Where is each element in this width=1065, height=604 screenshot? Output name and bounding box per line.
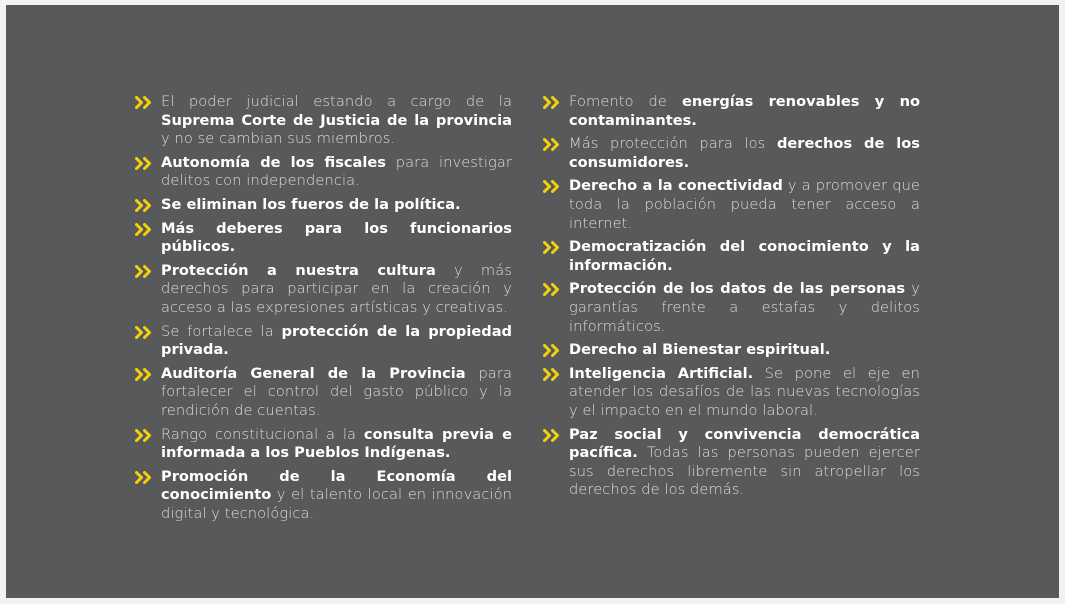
bold-text: protección de la propiedad privada. <box>161 322 512 359</box>
bold-text: energías renovables y no contaminantes. <box>569 93 920 129</box>
bold-text: Protección a nuestra cultura <box>161 261 436 279</box>
regular-text: Rango constitucional a la <box>161 425 364 443</box>
bold-text: Auditoría General de la Provincia <box>161 364 466 382</box>
item-text <box>161 426 512 462</box>
bold-text: Protección de los datos de las personas <box>569 280 906 298</box>
list-item <box>134 196 512 215</box>
item-text <box>161 196 461 213</box>
item-text <box>161 365 512 419</box>
list-item <box>134 220 512 257</box>
bold-text: consulta previa e informada a los Pueblos Indígenas. <box>161 425 512 462</box>
list-item <box>134 468 512 524</box>
list-item <box>542 341 920 360</box>
bold-text: Promoción de la Economía del conocimiento <box>161 467 512 504</box>
item-text <box>161 262 512 316</box>
list-item <box>134 426 512 463</box>
list-item <box>542 280 920 336</box>
list-item <box>542 238 920 275</box>
bold-text: Se eliminan los fueros de la política. <box>161 195 461 213</box>
list-item <box>134 154 512 191</box>
regular-text: y más derechos para participar en la creación y acceso a las expresiones artísticas y creativas. <box>161 261 512 316</box>
item-text <box>569 426 920 499</box>
regular-text: y no se cambian sus miembros. <box>161 130 396 148</box>
item-text <box>569 280 920 334</box>
list-item <box>542 426 920 500</box>
regular-text: para investigar delitos con independencia. <box>161 153 512 190</box>
bold-text: Más deberes para los funcionarios públicos. <box>161 219 512 256</box>
item-text <box>161 220 512 256</box>
regular-text: Todas las personas pueden ejercer sus derechos libremente sin atropellar los derechos de los demás. <box>569 444 920 499</box>
bold-text: Derecho al Bienestar espiritual. <box>569 341 831 359</box>
regular-text: Más protección para los <box>569 135 777 153</box>
list-item <box>542 135 920 172</box>
regular-text: y el talento local en innovación digital y tecnológica. <box>161 486 512 522</box>
list-item <box>134 365 512 421</box>
content-panel <box>6 5 1059 598</box>
bold-text: derechos de los consumidores. <box>569 135 920 171</box>
bold-text: Paz social y convivencia democrática pacífica. <box>569 425 920 462</box>
left-column <box>134 93 512 528</box>
list-item <box>542 177 920 233</box>
list-item <box>134 262 512 318</box>
item-text <box>161 154 512 190</box>
regular-text: El poder judicial estando a cargo de la <box>161 93 512 110</box>
list-item <box>134 93 512 149</box>
bold-text: Democratización del conocimiento y la información. <box>569 238 920 274</box>
item-text <box>161 468 512 522</box>
regular-text: para fortalecer el control del gasto público y la rendición de cuentas. <box>161 364 512 419</box>
item-text <box>161 93 512 147</box>
bold-text: Suprema Corte de Justicia de la provincia <box>161 111 512 129</box>
item-text <box>569 365 920 419</box>
item-text <box>161 323 512 359</box>
regular-text: Se fortalece la <box>161 322 282 340</box>
right-column <box>542 93 920 505</box>
regular-text: y garantías frente a estafas y delitos informáticos. <box>569 280 920 335</box>
regular-text: Se pone el eje en atender los desafíos de las nuevas tecnologías y el impacto en el mundo laboral. <box>569 364 920 419</box>
regular-text: y a promover que toda la población pueda tener acceso a internet. <box>569 177 920 232</box>
item-text <box>569 341 830 358</box>
bold-text: Autonomía de los fiscales <box>161 153 386 171</box>
bold-text: Derecho a la conectividad <box>569 177 783 195</box>
list-item <box>134 323 512 360</box>
regular-text: Fomento de <box>569 93 682 110</box>
list-item <box>542 365 920 421</box>
bold-text: Inteligencia Artificial. <box>569 364 754 382</box>
list-item <box>542 93 920 130</box>
item-text <box>569 238 920 274</box>
item-text <box>569 135 920 171</box>
item-text <box>569 177 920 231</box>
item-text <box>569 93 920 129</box>
